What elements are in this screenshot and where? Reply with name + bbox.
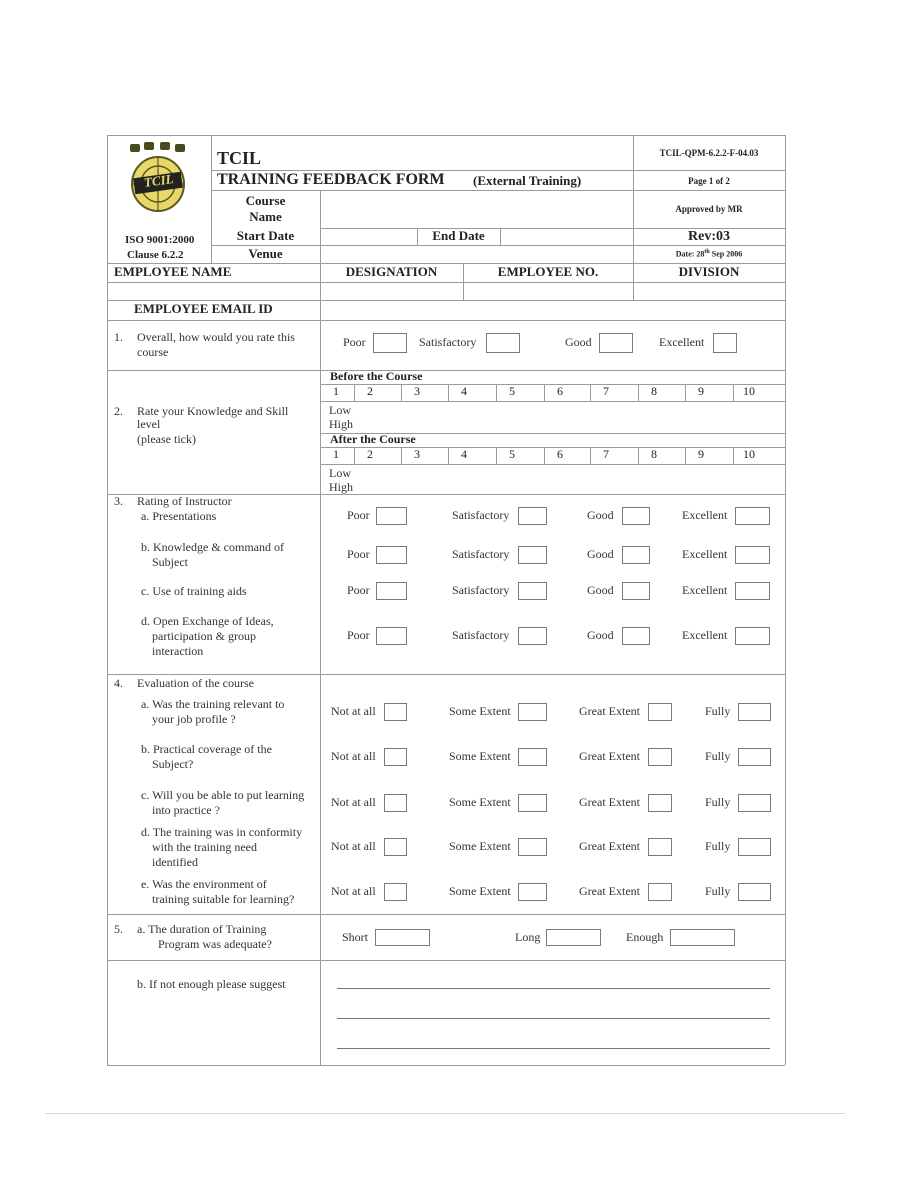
scale-divider: [638, 447, 639, 464]
after-low-label: Low: [329, 466, 351, 480]
scale-divider: [401, 447, 402, 464]
q3-item-4-checkbox-2[interactable]: [518, 627, 547, 645]
q3-item-1-checkbox-1[interactable]: [376, 507, 407, 525]
scale-divider: [354, 447, 355, 464]
q4-item-2-option-label: Fully: [705, 749, 731, 763]
q4-item-4-checkbox-2[interactable]: [518, 838, 547, 856]
q4-item-5-text: training suitable for learning?: [152, 892, 295, 906]
q4-item-2-checkbox-2[interactable]: [518, 748, 547, 766]
employee-email-label: EMPLOYEE EMAIL ID: [134, 301, 273, 316]
q3-item-1-checkbox-2[interactable]: [518, 507, 547, 525]
suggestion-line-3[interactable]: [337, 1048, 770, 1049]
q4-item-5-option-label: Not at all: [331, 884, 376, 898]
scale-divider: [544, 447, 545, 464]
q1-satisfactory-checkbox[interactable]: [486, 333, 520, 353]
q4-item-4-checkbox-4[interactable]: [738, 838, 771, 856]
org-name: TCIL: [217, 148, 262, 168]
before-scale-5[interactable]: 5: [509, 384, 515, 398]
scale-divider: [785, 447, 786, 464]
venue-label: Venue: [248, 246, 283, 261]
q4-item-3-option-label: Not at all: [331, 795, 376, 809]
form-title: TRAINING FEEDBACK FORM: [217, 171, 445, 188]
scale-divider: [733, 384, 734, 401]
q3-item-1-option-label: Good: [587, 508, 614, 522]
q3-item-3-checkbox-2[interactable]: [518, 582, 547, 600]
before-scale-4[interactable]: 4: [461, 384, 467, 398]
q3-item-1-option-label: Poor: [347, 508, 370, 522]
q4-item-3-checkbox-4[interactable]: [738, 794, 771, 812]
q1-text: Overall, how would you rate this: [137, 330, 295, 344]
form-subtitle: (External Training): [473, 173, 582, 188]
q4-title: Evaluation of the course: [137, 676, 254, 690]
page-number: Page 1 of 2: [688, 176, 730, 186]
employee-email-field[interactable]: [321, 301, 784, 319]
q4-item-2-checkbox-1[interactable]: [384, 748, 407, 766]
before-course-label: Before the Course: [330, 369, 423, 383]
q4-number: 4.: [114, 676, 123, 690]
after-scale-2[interactable]: 2: [367, 447, 373, 461]
q4-item-5-option-label: Great Extent: [579, 884, 640, 898]
designation-field[interactable]: [321, 283, 462, 299]
q3-item-2-option-label: Good: [587, 547, 614, 561]
q4-item-4-checkbox-1[interactable]: [384, 838, 407, 856]
q3-item-4-checkbox-4[interactable]: [735, 627, 770, 645]
q2-text: Rate your Knowledge and Skill: [137, 404, 289, 418]
q3-item-3-checkbox-3[interactable]: [622, 582, 650, 600]
after-scale-10[interactable]: 10: [743, 447, 755, 461]
q3-item-4-text: d. Open Exchange of Ideas,: [141, 614, 274, 628]
revision: Rev:03: [688, 229, 730, 244]
q4-item-3-text: into practice ?: [152, 803, 220, 817]
q4-item-2-option-label: Some Extent: [449, 749, 511, 763]
scale-divider: [785, 384, 786, 401]
after-scale-3[interactable]: 3: [414, 447, 420, 461]
employee-number-label: EMPLOYEE NO.: [497, 264, 599, 279]
q3-item-1-checkbox-3[interactable]: [622, 507, 650, 525]
after-scale-8[interactable]: 8: [651, 447, 657, 461]
q5-long-checkbox[interactable]: [546, 929, 601, 946]
q2-text-3: (please tick): [137, 432, 196, 446]
q4-item-1-option-label: Great Extent: [579, 704, 640, 718]
scale-divider: [401, 384, 402, 401]
q4-item-3-option-label: Great Extent: [579, 795, 640, 809]
q1-number: 1.: [114, 330, 123, 344]
before-scale-3[interactable]: 3: [414, 384, 420, 398]
course-name-label-2: Name: [249, 209, 282, 224]
after-scale-1[interactable]: 1: [333, 447, 339, 461]
q4-item-2-text: b. Practical coverage of the: [141, 742, 272, 756]
q1-option-satisfactory-label: Satisfactory: [419, 335, 477, 349]
employee-name-label: EMPLOYEE NAME: [114, 264, 232, 279]
q4-item-4-option-label: Not at all: [331, 839, 376, 853]
course-name-field[interactable]: [321, 191, 632, 227]
q4-item-2-option-label: Great Extent: [579, 749, 640, 763]
scale-divider: [544, 384, 545, 401]
q4-item-5-option-label: Some Extent: [449, 884, 511, 898]
scale-divider: [448, 447, 449, 464]
q4-item-3-checkbox-2[interactable]: [518, 794, 547, 812]
q3-item-4-option-label: Excellent: [682, 628, 728, 642]
iso-standard: ISO 9001:2000: [125, 234, 195, 246]
after-course-label: After the Course: [330, 432, 416, 446]
suggestion-line-1[interactable]: [337, 988, 770, 989]
scale-divider: [320, 384, 321, 401]
q4-item-1-checkbox-4[interactable]: [738, 703, 771, 721]
q4-item-4-text: d. The training was in conformity: [141, 825, 303, 839]
q4-item-2-checkbox-4[interactable]: [738, 748, 771, 766]
before-scale-8[interactable]: 8: [651, 384, 657, 398]
q3-item-2-option-label: Poor: [347, 547, 370, 561]
designation-label: DESIGNATION: [345, 264, 438, 279]
scale-divider: [354, 384, 355, 401]
q5-number: 5.: [114, 922, 123, 936]
q3-item-3-option-label: Satisfactory: [452, 583, 510, 597]
before-scale-6[interactable]: 6: [557, 384, 563, 398]
q1-excellent-checkbox[interactable]: [713, 333, 737, 353]
q4-item-4-option-label: Fully: [705, 839, 731, 853]
before-low-label: Low: [329, 403, 351, 417]
logo-text: TCIL: [142, 171, 175, 190]
suggestion-line-2[interactable]: [337, 1018, 770, 1019]
after-scale-4[interactable]: 4: [461, 447, 467, 461]
q5-short-checkbox[interactable]: [375, 929, 430, 946]
q3-item-2-text: Subject: [152, 555, 188, 569]
q3-item-4-checkbox-3[interactable]: [622, 627, 650, 645]
division-field[interactable]: [634, 283, 784, 299]
scale-divider: [496, 447, 497, 464]
before-scale-10[interactable]: 10: [743, 384, 755, 398]
q5-enough-label: Enough: [626, 930, 664, 944]
before-scale-7[interactable]: 7: [603, 384, 609, 398]
q4-item-3-text: c. Will you be able to put learning: [141, 788, 305, 802]
tcil-logo: [122, 140, 194, 215]
q3-title: Rating of Instructor: [137, 494, 232, 508]
q4-item-1-option-label: Fully: [705, 704, 731, 718]
q4-item-2-option-label: Not at all: [331, 749, 376, 763]
q4-item-3-option-label: Some Extent: [449, 795, 511, 809]
q3-item-3-option-label: Good: [587, 583, 614, 597]
q3-item-3-checkbox-1[interactable]: [376, 582, 407, 600]
end-date-field[interactable]: [501, 229, 632, 244]
q4-item-3-option-label: Fully: [705, 795, 731, 809]
after-scale-9[interactable]: 9: [698, 447, 704, 461]
q1-option-good-label: Good: [565, 335, 592, 349]
q3-item-3-checkbox-4[interactable]: [735, 582, 770, 600]
q1-text-2: course: [137, 345, 169, 359]
scale-divider: [685, 447, 686, 464]
before-scale-9[interactable]: 9: [698, 384, 704, 398]
scale-divider: [733, 447, 734, 464]
q4-item-1-option-label: Not at all: [331, 704, 376, 718]
before-scale-1[interactable]: 1: [333, 384, 339, 398]
q3-item-2-checkbox-3[interactable]: [622, 546, 650, 564]
issue-date: Date: 28th Sep 2006: [675, 249, 743, 259]
q4-item-1-text: a. Was the training relevant to: [141, 697, 285, 711]
q1-option-excellent-label: Excellent: [659, 335, 705, 349]
q4-item-4-option-label: Some Extent: [449, 839, 511, 853]
q1-option-poor-label: Poor: [343, 335, 366, 349]
q3-item-2-checkbox-1[interactable]: [376, 546, 407, 564]
iso-clause: Clause 6.2.2: [127, 249, 184, 261]
after-scale-7[interactable]: 7: [603, 447, 609, 461]
start-date-field[interactable]: [321, 229, 416, 244]
q3-item-3-text: c. Use of training aids: [141, 584, 247, 598]
q3-item-4-checkbox-1[interactable]: [376, 627, 407, 645]
q4-item-5-text: e. Was the environment of: [141, 877, 267, 891]
q4-item-4-text: identified: [152, 855, 198, 869]
q3-item-1-option-label: Satisfactory: [452, 508, 510, 522]
q4-item-1-option-label: Some Extent: [449, 704, 511, 718]
q4-item-5-checkbox-4[interactable]: [738, 883, 771, 901]
q5a-text: a. The duration of Training: [137, 922, 267, 936]
scale-divider: [496, 384, 497, 401]
end-date-label: End Date: [432, 228, 485, 243]
q5a-text-2: Program was adequate?: [158, 937, 272, 951]
after-scale-5[interactable]: 5: [509, 447, 515, 461]
doc-code: TCIL-QPM-6.2.2-F-04.03: [659, 148, 759, 158]
q4-item-5-option-label: Fully: [705, 884, 731, 898]
q4-item-3-checkbox-1[interactable]: [384, 794, 407, 812]
q4-item-5-checkbox-2[interactable]: [518, 883, 547, 901]
q4-item-2-checkbox-3[interactable]: [648, 748, 672, 766]
before-scale-2[interactable]: 2: [367, 384, 373, 398]
q4-item-4-text: with the training need: [152, 840, 257, 854]
q3-item-3-option-label: Poor: [347, 583, 370, 597]
before-high-label: High: [329, 417, 353, 431]
scale-divider: [448, 384, 449, 401]
q3-item-4-option-label: Good: [587, 628, 614, 642]
q3-item-2-option-label: Satisfactory: [452, 547, 510, 561]
q3-item-1-text: a. Presentations: [141, 509, 217, 523]
q3-item-2-checkbox-4[interactable]: [735, 546, 770, 564]
q1-poor-checkbox[interactable]: [373, 333, 407, 353]
q5-enough-checkbox[interactable]: [670, 929, 735, 946]
scale-divider: [320, 447, 321, 464]
q5-short-label: Short: [342, 930, 369, 944]
q3-item-4-option-label: Poor: [347, 628, 370, 642]
approved-by: Approved by MR: [675, 204, 743, 214]
venue-field[interactable]: [321, 246, 632, 262]
scale-divider: [685, 384, 686, 401]
q4-item-4-checkbox-3[interactable]: [648, 838, 672, 856]
start-date-label: Start Date: [236, 228, 295, 243]
after-scale-6[interactable]: 6: [557, 447, 563, 461]
q4-item-5-checkbox-3[interactable]: [648, 883, 672, 901]
employee-number-field[interactable]: [464, 283, 632, 299]
q2-text-2: level: [137, 417, 161, 431]
employee-name-field[interactable]: [108, 283, 319, 299]
q4-item-4-option-label: Great Extent: [579, 839, 640, 853]
after-high-label: High: [329, 480, 353, 494]
q3-item-3-option-label: Excellent: [682, 583, 728, 597]
q4-item-1-checkbox-2[interactable]: [518, 703, 547, 721]
q3-number: 3.: [114, 494, 123, 508]
q4-item-5-checkbox-1[interactable]: [384, 883, 407, 901]
scale-divider: [590, 447, 591, 464]
q4-item-1-checkbox-3[interactable]: [648, 703, 672, 721]
page-divider: [45, 1113, 845, 1114]
q1-good-checkbox[interactable]: [599, 333, 633, 353]
scale-divider: [638, 384, 639, 401]
q3-item-4-text: interaction: [152, 644, 204, 658]
division-label: DIVISION: [678, 264, 740, 279]
q5-long-label: Long: [515, 930, 541, 944]
scale-divider: [590, 384, 591, 401]
q3-item-4-text: participation & group: [152, 629, 256, 643]
course-name-label: Course: [245, 193, 286, 208]
q5b-text: b. If not enough please suggest: [137, 977, 286, 991]
q3-item-4-option-label: Satisfactory: [452, 628, 510, 642]
q3-item-2-option-label: Excellent: [682, 547, 728, 561]
q3-item-2-checkbox-2[interactable]: [518, 546, 547, 564]
q3-item-1-option-label: Excellent: [682, 508, 728, 522]
q4-item-3-checkbox-3[interactable]: [648, 794, 672, 812]
q2-number: 2.: [114, 404, 123, 418]
q3-item-2-text: b. Knowledge & command of: [141, 540, 284, 554]
q4-item-1-checkbox-1[interactable]: [384, 703, 407, 721]
q4-item-2-text: Subject?: [152, 757, 194, 771]
q4-item-1-text: your job profile ?: [152, 712, 236, 726]
q3-item-1-checkbox-4[interactable]: [735, 507, 770, 525]
